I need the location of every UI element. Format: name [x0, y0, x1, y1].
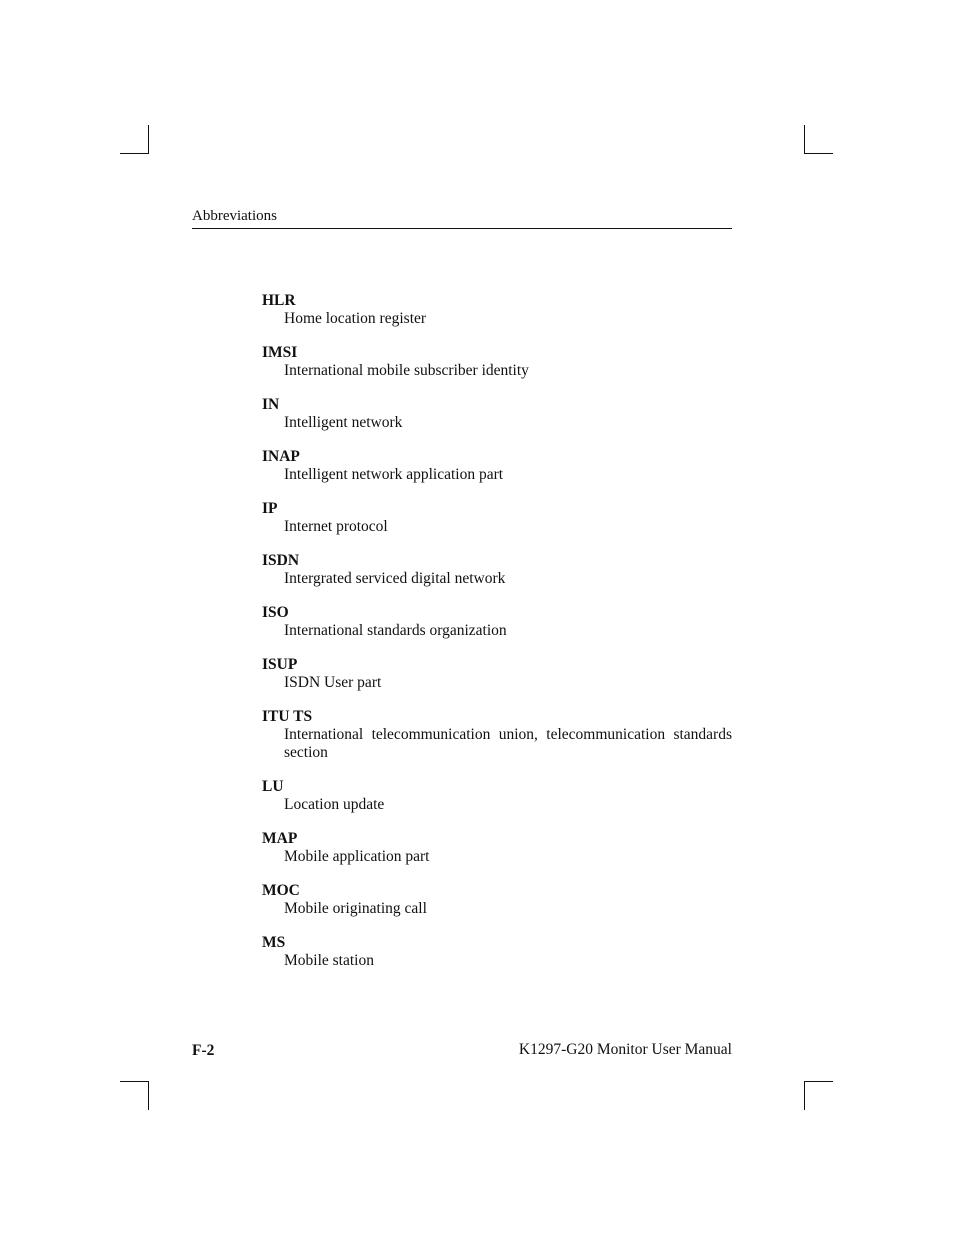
abbreviation-entry [262, 933, 732, 970]
abbreviation-term: ISUP [262, 656, 298, 673]
abbreviation-term: IN [262, 396, 280, 413]
abbreviation-entry [262, 551, 732, 588]
abbreviation-term: ITU TS [262, 708, 313, 725]
abbreviation-entry [262, 707, 732, 762]
abbreviation-entry [262, 603, 732, 640]
header-rule [192, 228, 732, 229]
abbreviation-entry [262, 881, 732, 918]
crop-mark-top-right-horizontal [804, 153, 833, 154]
abbreviation-entry [262, 291, 732, 328]
abbreviation-definition: Intergrated serviced digital network [284, 570, 506, 587]
abbreviation-definition: Mobile station [284, 952, 374, 969]
abbreviation-term: MS [262, 934, 286, 951]
crop-mark-bottom-right-vertical [804, 1081, 805, 1110]
page-number: F-2 [192, 1042, 215, 1059]
abbreviation-definition: International mobile subscriber identity [284, 362, 529, 379]
crop-mark-top-left-horizontal [120, 153, 149, 154]
crop-mark-bottom-left-horizontal [120, 1081, 149, 1082]
abbreviation-entry [262, 777, 732, 814]
abbreviation-entry [262, 447, 732, 484]
crop-mark-bottom-right-horizontal [804, 1081, 833, 1082]
abbreviation-term: ISO [262, 604, 289, 621]
abbreviation-term: IMSI [262, 344, 298, 361]
abbreviation-term: ISDN [262, 552, 300, 569]
abbreviation-definition: Mobile originating call [284, 900, 427, 917]
abbreviation-term: MAP [262, 830, 298, 847]
abbreviation-definition: Intelligent network [284, 414, 403, 431]
manual-title: K1297-G20 Monitor User Manual [518, 1041, 732, 1058]
abbreviation-entry [262, 395, 732, 432]
abbreviation-entry [262, 499, 732, 536]
running-header: Abbreviations [192, 208, 277, 224]
abbreviation-term: INAP [262, 448, 300, 465]
crop-mark-top-left-vertical [148, 125, 149, 154]
crop-mark-top-right-vertical [804, 125, 805, 154]
abbreviation-entry [262, 655, 732, 692]
abbreviation-definition: ISDN User part [284, 674, 382, 691]
abbreviation-definition: Intelligent network application part [284, 466, 504, 483]
abbreviation-term: MOC [262, 882, 300, 899]
abbreviation-list [262, 291, 732, 985]
abbreviation-definition: Mobile application part [284, 848, 430, 865]
abbreviation-entry [262, 829, 732, 866]
abbreviation-definition: International telecommunication union, telecommunication standards section [284, 726, 732, 761]
abbreviation-definition: International standards organization [284, 622, 507, 639]
abbreviation-definition: Home location register [284, 310, 427, 327]
abbreviation-term: HLR [262, 292, 296, 309]
abbreviation-definition: Internet protocol [284, 518, 388, 535]
crop-mark-bottom-left-vertical [148, 1081, 149, 1110]
abbreviation-term: IP [262, 500, 278, 517]
abbreviation-entry [262, 343, 732, 380]
abbreviation-term: LU [262, 778, 284, 795]
abbreviation-definition: Location update [284, 796, 385, 813]
